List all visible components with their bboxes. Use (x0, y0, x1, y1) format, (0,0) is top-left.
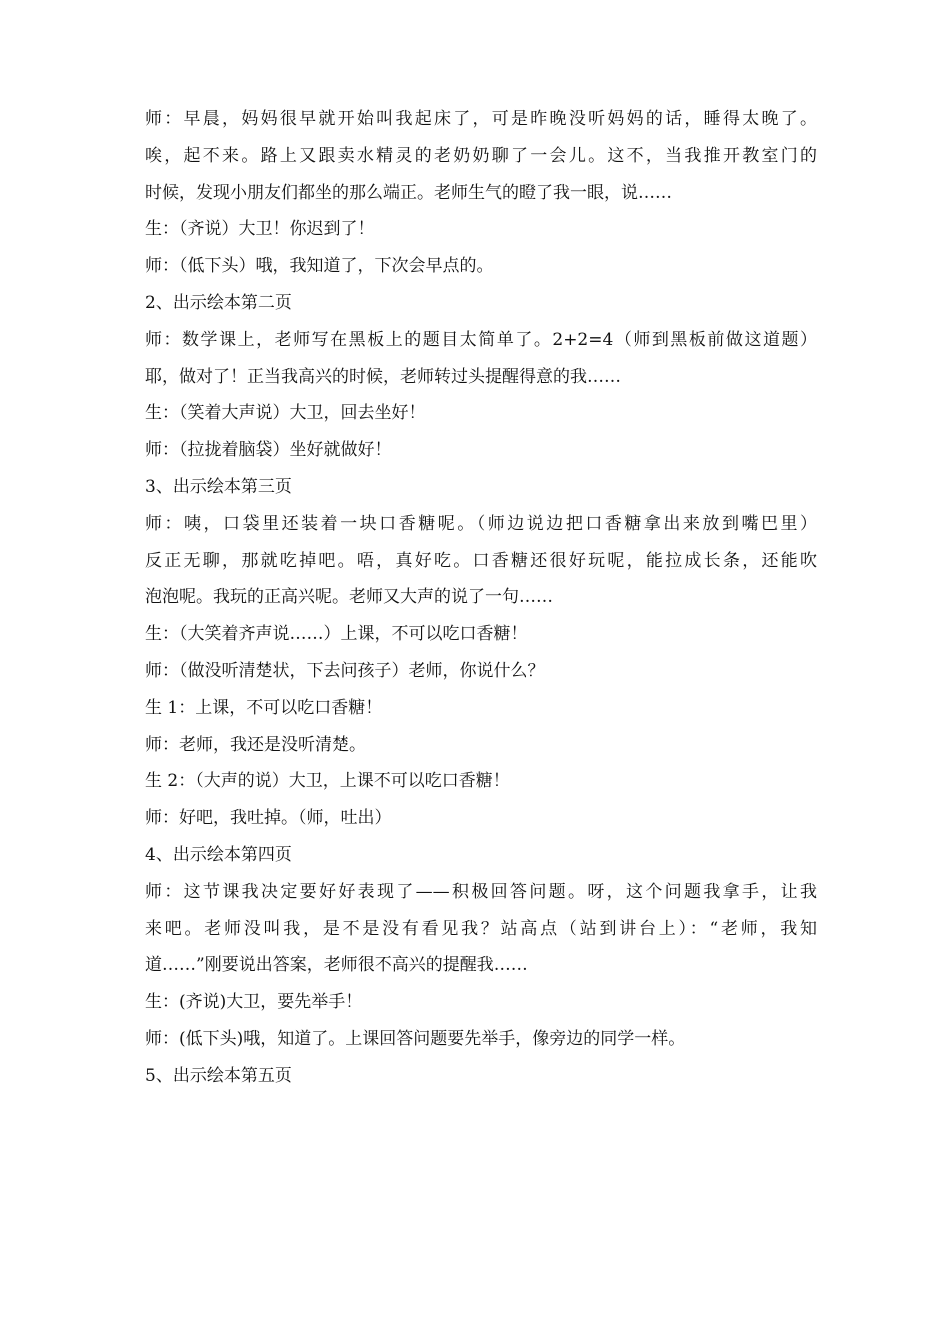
text-line: 生：（大笑着齐声说……）上课，不可以吃口香糖！ (145, 624, 528, 645)
text-line: 道……”刚要说出答案，老师很不高兴的提醒我…… (145, 955, 528, 976)
text-line: 时候，发现小朋友们都坐的那么端正。老师生气的瞪了我一眼，说…… (145, 182, 672, 203)
text-line: 生 2：（大声的说）大卫，上课不可以吃口香糖！ (145, 771, 510, 792)
text-line: 师：（做没听清楚状，下去问孩子）老师，你说什么？ (145, 660, 545, 681)
text-line: 生：（笑着大声说）大卫，回去坐好！ (145, 403, 426, 424)
text-line: 反正无聊，那就吃掉吧。唔，真好吃。口香糖还很好玩呢，能拉成长条，还能吹 (145, 550, 817, 571)
text-line: 2、出示绘本第二页 (145, 292, 292, 313)
text-line: 师：好吧，我吐掉。（师，吐出） (145, 808, 392, 829)
text-line: 唉，起不来。路上又跟卖水精灵的老奶奶聊了一会儿。这不，当我推开教室门的 (145, 145, 817, 166)
text-line: 生：(齐说)大卫，要先举手！ (145, 992, 363, 1013)
text-line: 师：(低下头)哦，知道了。上课回答问题要先举手，像旁边的同学一样。 (145, 1028, 686, 1049)
text-line: 生 1：上课，不可以吃口香糖！ (145, 697, 383, 718)
text-line: 师：数学课上，老师写在黑板上的题目太简单了。2+2=4（师到黑板前做这道题） (145, 329, 817, 350)
text-line: 师：（拉拢着脑袋）坐好就做好！ (145, 440, 392, 461)
text-line: 师：这节课我决定要好好表现了——积极回答问题。呀，这个问题我拿手，让我 (145, 881, 817, 902)
text-line: 师：早晨，妈妈很早就开始叫我起床了，可是昨晚没听妈妈的话，睡得太晚了。 (145, 109, 817, 129)
text-line: 师：（低下头）哦，我知道了，下次会早点的。 (145, 256, 494, 277)
text-line: 生：（齐说）大卫！你迟到了！ (145, 219, 375, 240)
text-line: 师：咦，口袋里还装着一块口香糖呢。（师边说边把口香糖拿出来放到嘴巴里） (145, 513, 817, 534)
text-line: 泡泡呢。我玩的正高兴呢。老师又大声的说了一句…… (145, 587, 553, 608)
text-line: 4、出示绘本第四页 (145, 844, 292, 865)
text-line: 来吧。老师没叫我，是不是没有看见我？站高点（站到讲台上）：“老师，我知 (145, 918, 817, 939)
document-body (145, 106, 817, 1100)
text-line: 3、出示绘本第三页 (145, 476, 292, 497)
text-line: 5、出示绘本第五页 (145, 1065, 292, 1086)
text-line: 师：老师，我还是没听清楚。 (145, 734, 366, 755)
document-page (145, 106, 817, 1100)
text-line: 耶，做对了！正当我高兴的时候，老师转过头提醒得意的我…… (145, 366, 621, 387)
